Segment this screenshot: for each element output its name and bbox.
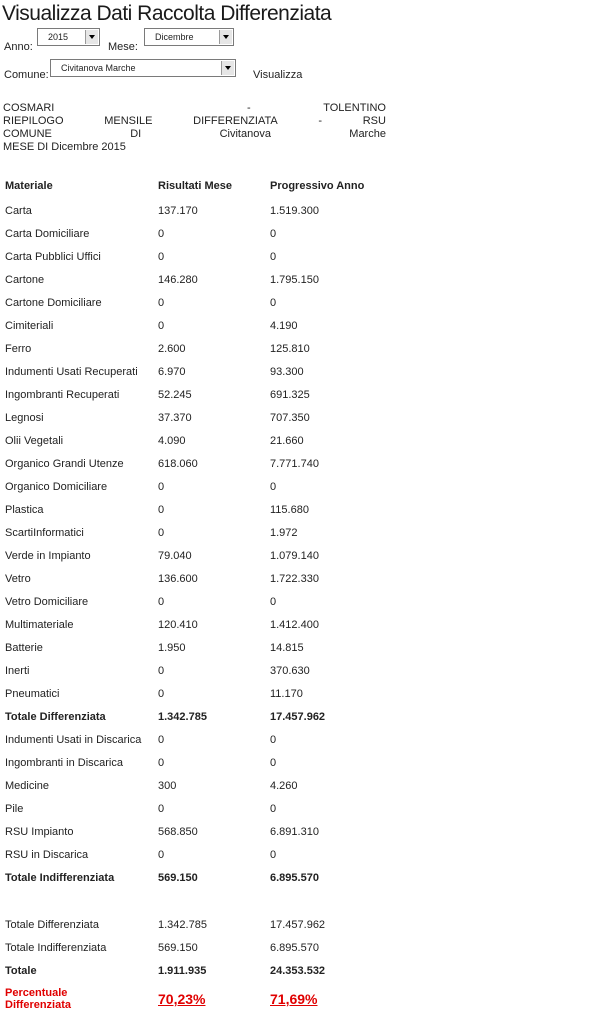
cell-materiale: Olii Vegetali xyxy=(5,434,64,447)
spacer-cell xyxy=(0,889,390,913)
cell-progressivo-anno: 7.771.740 xyxy=(270,457,319,470)
comune-label: Comune: xyxy=(4,69,49,81)
cell-risultati-mese: 1.342.785 xyxy=(158,918,207,931)
cell-materiale: Pneumatici xyxy=(5,687,60,700)
cell-risultati-mese: 0 xyxy=(158,595,165,608)
cell-risultati-mese: 0 xyxy=(158,319,165,332)
cell-progressivo-anno: 1.972 xyxy=(270,526,298,539)
column-header: Progressivo Anno xyxy=(270,179,365,192)
cell-risultati-mese: 0 xyxy=(158,480,165,493)
cell-materiale: Vetro Domiciliare xyxy=(5,595,89,608)
cell-materiale: Inerti xyxy=(5,664,30,677)
cell-risultati-mese: 120.410 xyxy=(158,618,198,631)
cell-progressivo-anno: 1.722.330 xyxy=(270,572,319,585)
report-header-line-2: RIEPILOGO MENSILE DIFFERENZIATA - RSU xyxy=(3,115,386,127)
totale-indifferenziata-row xyxy=(0,866,390,889)
cell-materiale: Carta Domiciliare xyxy=(5,227,90,240)
cell-materiale: RSU in Discarica xyxy=(5,848,89,861)
cell-risultati-mese: 0 xyxy=(158,526,165,539)
cell-materiale: Totale Differenziata xyxy=(5,918,99,931)
table-row xyxy=(0,843,390,866)
cell-materiale: ScartiInformatici xyxy=(5,526,84,539)
cell-progressivo-anno: 0 xyxy=(270,802,277,815)
percentuale-mese-cell xyxy=(153,982,265,1016)
report-header-line-1: COSMARI - TOLENTINO xyxy=(3,102,386,114)
table-row xyxy=(0,774,390,797)
cell-risultati-mese: 1.911.935 xyxy=(158,964,207,977)
cell-materiale: Multimateriale xyxy=(5,618,74,631)
comune-selected-value: Civitanova Marche xyxy=(61,63,136,73)
cell-progressivo-anno: 1.795.150 xyxy=(270,273,319,286)
table-row xyxy=(0,199,390,222)
anno-selected-value: 2015 xyxy=(48,32,69,42)
cell-progressivo-anno: 17.457.962 xyxy=(270,918,326,931)
cell-materiale: Organico Domiciliare xyxy=(5,480,108,493)
table-row xyxy=(0,659,390,682)
cell-progressivo-anno: 6.895.570 xyxy=(270,941,319,954)
cell-progressivo-anno: 125.810 xyxy=(270,342,310,355)
chevron-down-icon[interactable] xyxy=(85,30,98,44)
cell-progressivo-anno: 93.300 xyxy=(270,365,304,378)
cell-risultati-mese: 0 xyxy=(158,503,165,516)
cell-materiale: Indumenti Usati in Discarica xyxy=(5,733,142,746)
data-table xyxy=(0,172,390,1016)
cell-progressivo-anno: 370.630 xyxy=(270,664,310,677)
cell-materiale: Ingombranti in Discarica xyxy=(5,756,123,769)
table-row xyxy=(0,521,390,544)
table-row xyxy=(0,222,390,245)
cell-materiale: Ferro xyxy=(5,342,32,355)
mese-select[interactable] xyxy=(144,28,234,46)
cell-risultati-mese: 0 xyxy=(158,733,165,746)
cell-risultati-mese: 137.170 xyxy=(158,204,198,217)
cell-progressivo-anno: 0 xyxy=(270,848,277,861)
cell-materiale: Cartone xyxy=(5,273,45,286)
cell-progressivo-anno: 21.660 xyxy=(270,434,304,447)
cell-materiale: Cartone Domiciliare xyxy=(5,296,102,309)
mese-selected-value: Dicembre xyxy=(155,32,194,42)
cell-materiale: Carta Pubblici Uffici xyxy=(5,250,101,263)
cell-risultati-mese: 6.970 xyxy=(158,365,186,378)
cell-progressivo-anno: 0 xyxy=(270,756,277,769)
cell-progressivo-anno: 1.079.140 xyxy=(270,549,319,562)
cell-progressivo-anno: 14.815 xyxy=(270,641,304,654)
table-row xyxy=(0,498,390,521)
cell-progressivo-anno: 1.412.400 xyxy=(270,618,319,631)
table-row xyxy=(0,820,390,843)
cell-risultati-mese: 569.150 xyxy=(158,941,198,954)
cell-risultati-mese: 4.090 xyxy=(158,434,186,447)
table-row xyxy=(0,429,390,452)
table-row xyxy=(0,797,390,820)
table-row xyxy=(0,590,390,613)
anno-label: Anno: xyxy=(4,41,33,53)
totale-differenziata-row xyxy=(0,705,390,728)
cell-materiale: Vetro xyxy=(5,572,31,585)
table-row xyxy=(0,452,390,475)
table-row xyxy=(0,544,390,567)
cell-risultati-mese: 2.600 xyxy=(158,342,186,355)
cell-materiale: Legnosi xyxy=(5,411,44,424)
cell-progressivo-anno: 6.891.310 xyxy=(270,825,319,838)
cell-risultati-mese: 0 xyxy=(158,687,165,700)
comune-select[interactable] xyxy=(50,59,236,77)
cell-risultati-mese: 1.342.785 xyxy=(158,710,207,723)
cell-materiale: Medicine xyxy=(5,779,50,792)
cell-risultati-mese: 618.060 xyxy=(158,457,198,470)
chevron-down-icon[interactable] xyxy=(219,30,232,44)
table-row xyxy=(0,728,390,751)
cell-risultati-mese: 52.245 xyxy=(158,388,192,401)
visualizza-link[interactable]: Visualizza xyxy=(253,69,303,81)
cell-progressivo-anno: 4.190 xyxy=(270,319,298,332)
table-row xyxy=(0,613,390,636)
percentuale-label: Percentuale Differenziata xyxy=(5,987,72,1011)
totale-row xyxy=(0,959,390,982)
cell-materiale: RSU Impianto xyxy=(5,825,74,838)
percentuale-row xyxy=(0,982,390,1016)
table-row xyxy=(0,314,390,337)
cell-materiale: Totale Differenziata xyxy=(5,710,106,723)
table-row xyxy=(0,475,390,498)
report-header-line-4: MESE DI Dicembre 2015 xyxy=(3,141,126,153)
cell-risultati-mese: 300 xyxy=(158,779,177,792)
table-row xyxy=(0,636,390,659)
cell-risultati-mese: 1.950 xyxy=(158,641,186,654)
cell-materiale: Pile xyxy=(5,802,24,815)
cell-materiale: Verde in Impianto xyxy=(5,549,91,562)
summary-row xyxy=(0,913,390,936)
cell-materiale: Totale Indifferenziata xyxy=(5,871,115,884)
report-header-line-3: COMUNE DI Civitanova Marche xyxy=(3,128,386,140)
cell-progressivo-anno: 1.519.300 xyxy=(270,204,319,217)
table-row xyxy=(0,406,390,429)
cell-risultati-mese: 0 xyxy=(158,848,165,861)
cell-progressivo-anno: 0 xyxy=(270,595,277,608)
cell-materiale: Ingombranti Recuperati xyxy=(5,388,120,401)
cell-risultati-mese: 37.370 xyxy=(158,411,192,424)
cell-progressivo-anno: 707.350 xyxy=(270,411,310,424)
cell-progressivo-anno: 17.457.962 xyxy=(270,710,326,723)
mese-label: Mese: xyxy=(108,41,138,53)
column-header: Risultati Mese xyxy=(158,179,232,192)
cell-progressivo-anno: 0 xyxy=(270,480,277,493)
cell-risultati-mese: 136.600 xyxy=(158,572,198,585)
cell-materiale: Totale Indifferenziata xyxy=(5,941,107,954)
page-title: Visualizza Dati Raccolta Differenziata xyxy=(2,2,332,25)
table-header-row xyxy=(0,172,390,199)
percentuale-anno-cell xyxy=(265,982,390,1016)
cell-progressivo-anno: 0 xyxy=(270,250,277,263)
cell-progressivo-anno: 115.680 xyxy=(270,503,309,516)
anno-select[interactable] xyxy=(37,28,100,46)
table-row xyxy=(0,337,390,360)
cell-risultati-mese: 0 xyxy=(158,802,165,815)
cell-materiale: Totale xyxy=(5,964,37,977)
cell-progressivo-anno: 6.895.570 xyxy=(270,871,319,884)
table-row xyxy=(0,383,390,406)
cell-progressivo-anno: 4.260 xyxy=(270,779,298,792)
percentuale-anno-value: 71,69% xyxy=(270,991,318,1007)
report-header xyxy=(3,102,386,154)
cell-risultati-mese: 569.150 xyxy=(158,871,198,884)
cell-progressivo-anno: 691.325 xyxy=(270,388,310,401)
cell-risultati-mese: 0 xyxy=(158,756,165,769)
cell-materiale: Plastica xyxy=(5,503,44,516)
table-row xyxy=(0,245,390,268)
table-row xyxy=(0,360,390,383)
summary-row xyxy=(0,936,390,959)
cell-risultati-mese: 146.280 xyxy=(158,273,198,286)
spacer-row xyxy=(0,889,390,913)
table-row xyxy=(0,751,390,774)
cell-risultati-mese: 0 xyxy=(158,250,165,263)
cell-risultati-mese: 0 xyxy=(158,296,165,309)
cell-progressivo-anno: 24.353.532 xyxy=(270,964,326,977)
cell-risultati-mese: 79.040 xyxy=(158,549,192,562)
cell-risultati-mese: 0 xyxy=(158,227,165,240)
cell-materiale: Cimiteriali xyxy=(5,319,54,332)
cell-risultati-mese: 568.850 xyxy=(158,825,198,838)
table-row xyxy=(0,268,390,291)
table-row xyxy=(0,567,390,590)
table-row xyxy=(0,682,390,705)
chevron-down-icon[interactable] xyxy=(221,61,234,75)
cell-materiale: Indumenti Usati Recuperati xyxy=(5,365,138,378)
cell-progressivo-anno: 0 xyxy=(270,227,277,240)
cell-progressivo-anno: 0 xyxy=(270,296,277,309)
percentuale-mese-value: 70,23% xyxy=(158,991,206,1007)
table-row xyxy=(0,291,390,314)
cell-materiale: Organico Grandi Utenze xyxy=(5,457,124,470)
cell-progressivo-anno: 11.170 xyxy=(270,687,303,700)
cell-materiale: Batterie xyxy=(5,641,43,654)
cell-risultati-mese: 0 xyxy=(158,664,165,677)
cell-progressivo-anno: 0 xyxy=(270,733,277,746)
cell-materiale: Carta xyxy=(5,204,32,217)
column-header: Materiale xyxy=(5,179,53,192)
